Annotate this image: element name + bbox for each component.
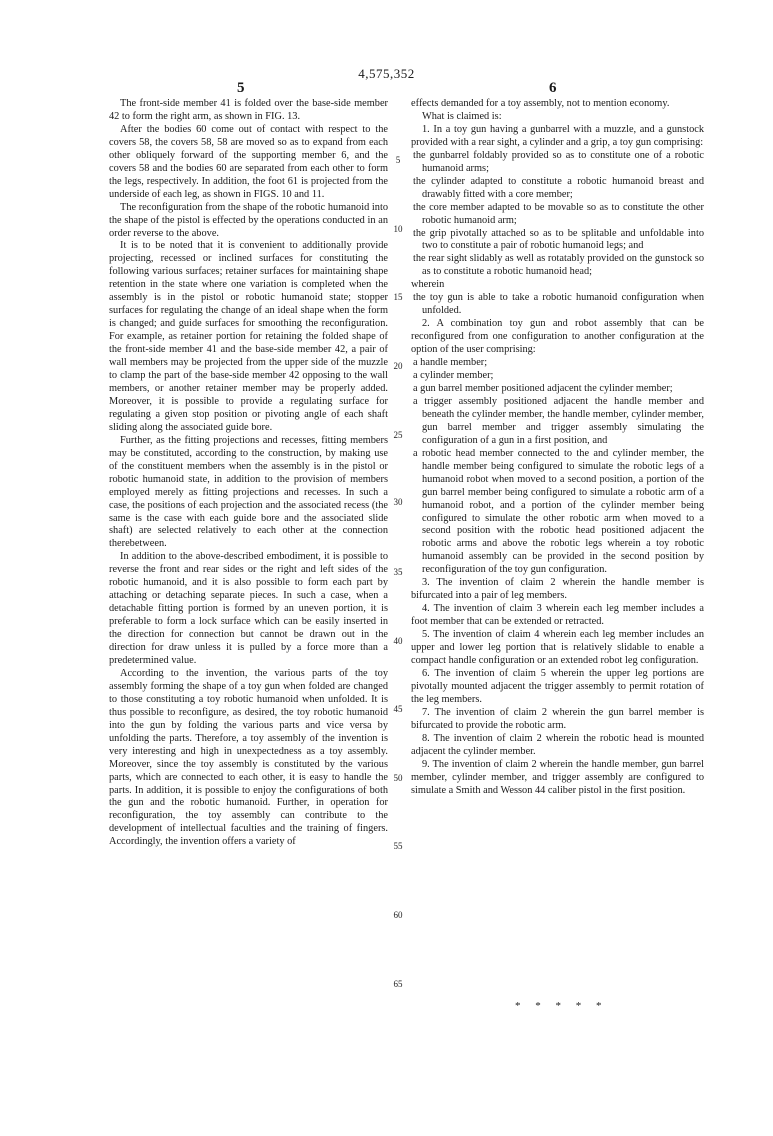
paragraph: The front-side member 41 is folded over the base-side member 42 to form the right arm, as shown in FIG. 13. [109, 98, 388, 122]
claim-element: the toy gun is able to take a robotic humanoid configuration when unfolded. [413, 292, 704, 317]
claim-8: 8. The invention of claim 2 wherein the robotic head is mounted adjacent the cylinder member. [411, 732, 704, 757]
line-number: 50 [393, 773, 403, 783]
line-number: 60 [393, 910, 403, 920]
claim-element: the rear sight slidably as well as rotatably provided on the gunstock so as to constitute a robotic humanoid head; [413, 253, 704, 278]
claim-element: the core member adapted to be movable so as to constitute the other robotic humanoid arm; [413, 201, 704, 226]
line-number: 45 [393, 704, 403, 714]
paragraph: After the bodies 60 come out of contact with respect to the covers 58, the covers 58, 58 are moved so as to expand from each other obliquely forward of the supporting member 6, and the covers 58 and the bodies 60 are separated from each other to form the legs, respectively. In addition, the foot 61 is projected from the underside of each leg, as shown in FIGS. 10 and 11. [109, 123, 388, 200]
claim-1: 1. In a toy gun having a gunbarrel with a muzzle, and a gunstock provided with a rear sight, a cylinder and a grip, a toy gun comprising: [411, 123, 704, 148]
claim-2: 2. A combination toy gun and robot assembly that can be reconfigured from one configuration to another configuration at the option of the user comprising: [411, 318, 704, 356]
claim-element: the cylinder adapted to constitute a robotic humanoid breast and drawably fitted with a core member; [413, 175, 704, 200]
patent-number: 4,575,352 [358, 66, 415, 81]
claim-element: a gun barrel member positioned adjacent the cylinder member; [413, 382, 673, 394]
end-of-document-marks: * * * * * [515, 1000, 608, 1012]
intro-text: effects demanded for a toy assembly, not to mention economy. [411, 98, 670, 109]
claim-3: 3. The invention of claim 2 wherein the handle member is bifurcated into a pair of leg members. [411, 577, 704, 602]
line-number: 40 [393, 636, 403, 646]
line-number: 30 [393, 497, 403, 507]
claim-element: a trigger assembly positioned adjacent the handle member and beneath the cylinder member, the handle member, cylinder member, gun barrel member and trigger assembly simulating the configuration of a gun in a first position, and [413, 395, 704, 446]
claim-element: the gunbarrel foldably provided so as to constitute one of a robotic humanoid arms; [413, 149, 704, 174]
claim-element: a handle member; [413, 357, 488, 369]
line-number: 15 [393, 292, 403, 302]
line-number: 65 [393, 979, 403, 989]
paragraph: Further, as the fitting projections and recesses, fitting members may be constituted, according to the construction, by making use of the constituent members when the assembly is in the pistol or robotic humanoid state, in addition to the provision of members employed merely as fitting projections and recesses. In such a case, the positions of each projection and the associated recess (the same is the case with each guide bore and the associated slide shaft) are selected relatively to each other at the connection therebetween. [109, 434, 388, 550]
paragraph: It is to be noted that it is convenient to additionally provide projecting, recessed or inclined surfaces for constituting the following various surfaces; retainer surfaces for maintaining shape retention in the state where one variation is completed when the assembly is in the pistol or robotic humanoid state; stopper surfaces for regulating the change of an ideal shape when the form is changed; and guide surfaces for smoothing the reconfiguration. For example, as retainer portion for retaining the folded shape of the front-side member 41 and the base-side member 42, a pair of wall members may be projected from the upper side of the muzzle to clamp the part of the base-side member 42 opposing to the wall members, or another retainer member may be properly added. Moreover, it is possible to provide a regulating surface for regulating a given stop position or pivoting angle of each shaft sliding along the associated guide bore. [109, 240, 388, 433]
claim-4: 4. The invention of claim 3 wherein each leg member includes a foot member that can be extended or retracted. [411, 603, 704, 628]
claim-7: 7. The invention of claim 2 wherein the gun barrel member is bifurcated to provide the robotic arm. [411, 706, 704, 731]
line-number: 25 [393, 430, 403, 440]
claim-element: the grip pivotally attached so as to be splitable and unfoldable into two to constitute a pair of robotic humanoid legs; and [413, 227, 704, 252]
claim-wherein: wherein [411, 279, 445, 291]
claim-5: 5. The invention of claim 4 wherein each leg member includes an upper and lower leg portion that is relatively slidable to enable a compact handle configuration or an extended robot leg configuration. [411, 629, 704, 666]
claim-element: a cylinder member; [413, 370, 494, 382]
paragraph: The reconfiguration from the shape of the robotic humanoid into the shape of the pistol is effected by the operations conducted in an order reverse to the above. [109, 201, 388, 239]
paragraph: According to the invention, the various parts of the toy assembly forming the shape of a toy gun when folded are changed to those constituting a toy robotic humanoid when unfolded. It is thus possible to reconfigure, as desired, the toy robotic humanoid into the gun by folding the various parts and vice versa by unfolding the parts. Therefore, a toy assembly of the invention is very interesting and high in unexpectedness as a toy assembly. Moreover, since the toy assembly is constituted by the various parts, which are connected to each other, it is easy to handle the parts. In addition, it is possible to enjoy the configurations of both the gun and the robotic humanoid. Further, in operation for reconfiguration, the toy assembly can contribute to the development of intellectual faculties and the training of fingers. Accordingly, the invention offers a variety of [109, 667, 388, 848]
line-number: 55 [393, 841, 403, 851]
claim-9: 9. The invention of claim 2 wherein the handle member, gun barrel member, cylinder member, and trigger assembly are configured to simulate a Smith and Wesson 44 caliber pistol in the first position. [411, 758, 704, 796]
right-column [411, 98, 704, 797]
line-number: 20 [393, 361, 403, 371]
line-number: 35 [393, 567, 403, 577]
paragraph: In addition to the above-described embodiment, it is possible to reverse the front and rear sides or the right and left sides of the robotic humanoid, and it is also possible to form each part by attaching or detaching separate pieces. In such a case, when a detachable fitting portion is formed by an uneven portion, it is preferable to form a lock surface which can be easily inserted in the direction for connection but cannot be drawn out in the direction for draw unless it is pulled by a force more than a predetermined value. [109, 551, 388, 666]
right-column-number: 6 [549, 80, 557, 96]
claim-element: a robotic head member connected to the and cylinder member, the handle member being configured to simulate the robotic legs of a humanoid robot when moved to a second position, a portion of the gun barrel member being configured to simulate a robotic arm of a humanoid robot, and a portion of the cylinder member being configured to simulate the other robotic arm when moved to a second position with the robotic head positioned adjacent the robotic arms and above the robotic legs wherein a toy robotic humanoid assembly can be provided in the second position by reconfiguration of the toy gun configuration. [413, 447, 704, 576]
left-column [109, 98, 388, 849]
claim-6: 6. The invention of claim 5 wherein the upper leg portions are pivotally mounted adjacent the trigger assembly to permit rotation of the leg members. [411, 667, 704, 705]
claims-heading: What is claimed is: [422, 110, 502, 122]
line-number: 10 [393, 224, 403, 234]
left-column-number: 5 [237, 80, 245, 96]
line-number: 5 [395, 155, 401, 165]
